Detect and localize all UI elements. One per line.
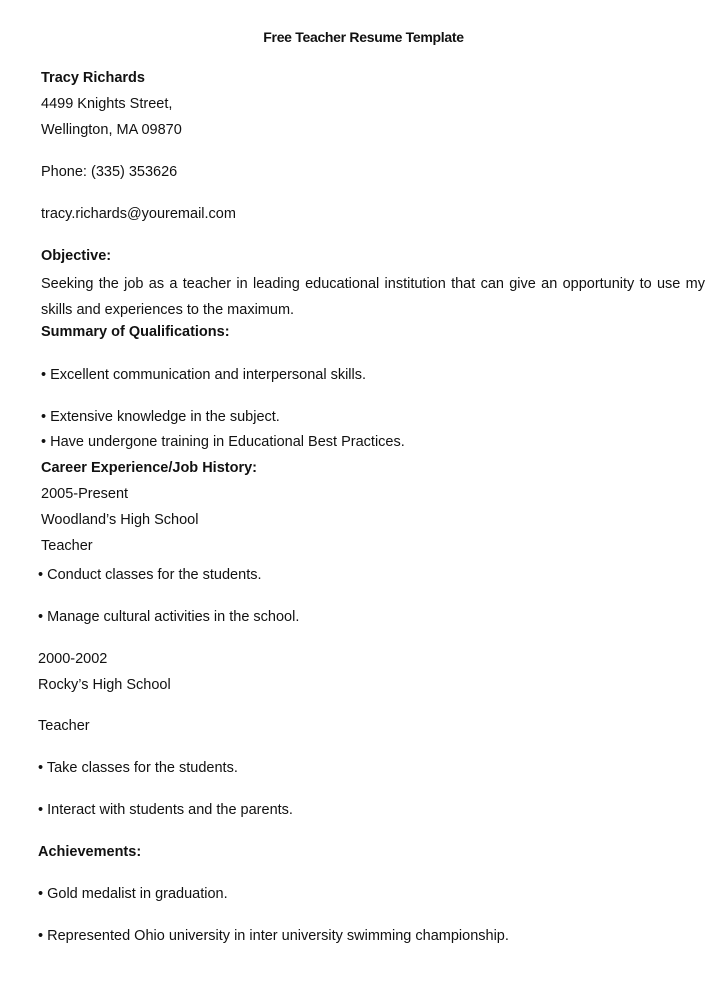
job-duty: • Take classes for the students. [38,760,238,776]
job-role: Teacher [38,718,90,734]
objective-heading: Objective: [41,248,112,264]
achievement-item: • Represented Ohio university in inter university swimming championship. [38,928,509,944]
email-address: tracy.richards@youremail.com [41,206,236,222]
achievements-heading: Achievements: [38,844,142,860]
qualification-item: • Have undergone training in Educational Best Practices. [41,434,405,450]
achievement-item: • Gold medalist in graduation. [38,886,228,902]
objective-text: Seeking the job as a teacher in leading educational institution that can give an opportunity to use my skills and experiences to the maximum. [41,276,705,318]
job-role: Teacher [41,538,93,554]
document-title: Free Teacher Resume Template [263,29,464,45]
job-period: 2000-2002 [38,651,108,667]
applicant-name: Tracy Richards [41,70,145,86]
qualification-item: • Excellent communication and interpersonal skills. [41,367,367,383]
job-period: 2005-Present [41,486,129,502]
job-school: Woodland’s High School [41,512,199,528]
job-duty: • Manage cultural activities in the school. [38,609,300,625]
job-duty: • Interact with students and the parents. [38,802,293,818]
experience-heading: Career Experience/Job History: [41,460,257,476]
street-address: 4499 Knights Street, [41,96,173,112]
phone-number: Phone: (335) 353626 [41,164,178,180]
qualifications-heading: Summary of Qualifications: [41,324,230,340]
qualification-item: • Extensive knowledge in the subject. [41,409,280,425]
job-school: Rocky’s High School [38,677,171,693]
city-address: Wellington, MA 09870 [41,122,182,138]
job-duty: • Conduct classes for the students. [38,567,262,583]
